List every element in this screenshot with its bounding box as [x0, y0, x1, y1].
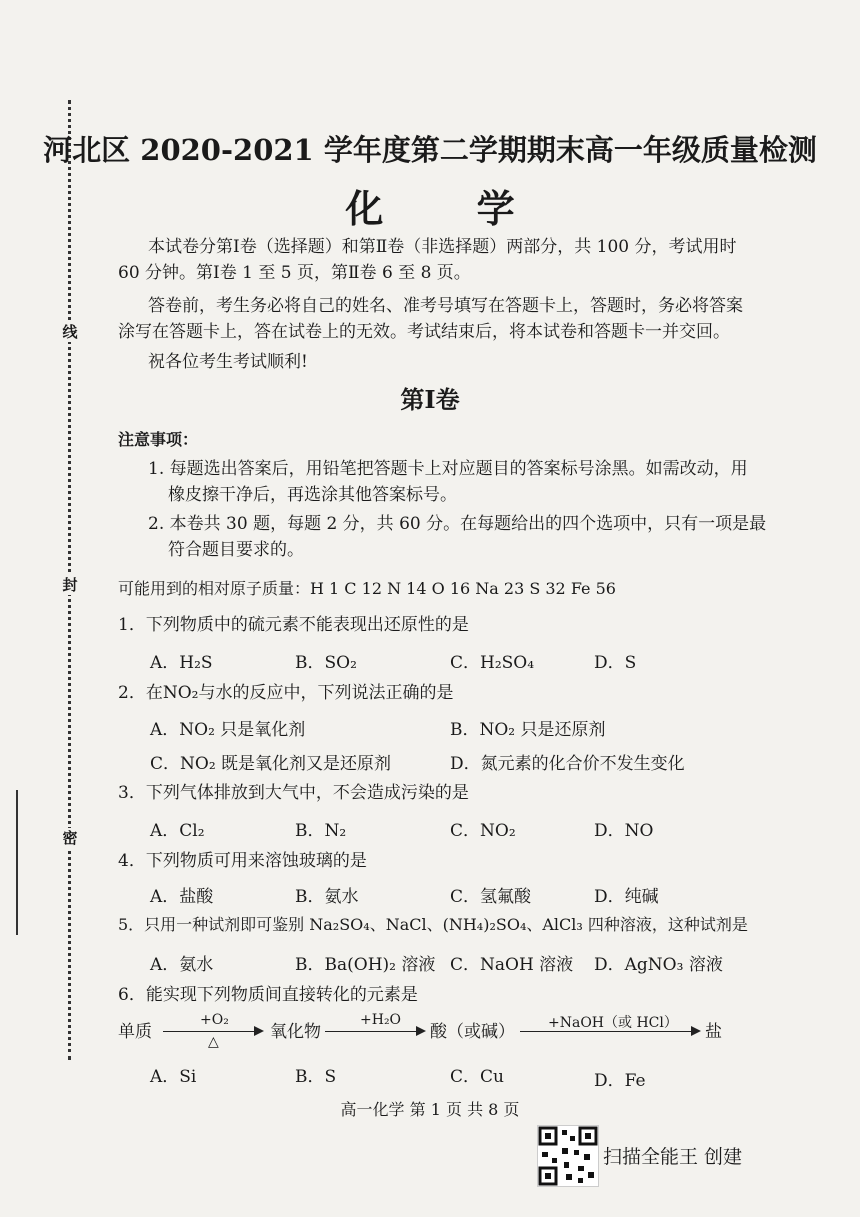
question-1-stem: 1．下列物质中的硫元素不能表现出还原性的是 — [118, 615, 469, 635]
intro-p1-line2: 60 分钟。第Ⅰ卷 1 至 5 页，第Ⅱ卷 6 至 8 页。 — [118, 263, 471, 283]
question-5-option-c: C．NaOH 溶液 — [450, 955, 574, 975]
question-4-option-c: C．氢氟酸 — [450, 887, 532, 907]
question-6-option-c: C．Cu — [450, 1067, 504, 1087]
question-6-option-b: B．S — [295, 1067, 337, 1087]
intro-p2-line1: 答卷前，考生务必将自己的姓名、准考号填写在答题卡上，答题时，务必将答案 — [148, 296, 743, 316]
chain-arrow3-line — [520, 1031, 692, 1032]
question-4-option-a: A．盐酸 — [150, 887, 214, 907]
question-3-option-a: A．Cl₂ — [150, 821, 205, 841]
question-4-option-b: B．氨水 — [295, 887, 359, 907]
chain-arrow1-line — [163, 1031, 255, 1032]
notice-heading: 注意事项： — [118, 430, 199, 449]
question-1-option-b: B．SO₂ — [295, 653, 357, 673]
chain-arrow1-head — [254, 1026, 264, 1036]
binding-char-line: 线 — [60, 322, 80, 342]
question-2-option-b: B．NO₂ 只是还原剂 — [450, 720, 606, 740]
binding-char-secret: 密 — [60, 828, 80, 848]
question-5-option-a: A．氨水 — [150, 955, 214, 975]
intro-p2-line2: 涂写在答题卡上，答在试卷上的无效。考试结束后，将本试卷和答题卡一并交回。 — [118, 322, 730, 342]
qr-code-icon — [537, 1125, 599, 1187]
chain-arrow1-top: +O₂ — [200, 1012, 229, 1028]
notice-item2-line2: 符合题目要求的。 — [168, 540, 304, 560]
chain-element: 单质 — [118, 1022, 152, 1042]
exam-title: 河北区 2020-2021 学年度第二学期期末高一年级质量检测 — [43, 133, 817, 167]
chain-arrow2-line — [325, 1031, 417, 1032]
question-5-option-d: D．AgNO₃ 溶液 — [594, 955, 723, 975]
notice-item1-line2: 橡皮擦干净后，再选涂其他答案标号。 — [168, 485, 457, 505]
binding-char-seal: 封 — [60, 575, 80, 595]
chain-arrow2-head — [416, 1026, 426, 1036]
question-2-option-a: A．NO₂ 只是氧化剂 — [150, 720, 306, 740]
question-4-stem: 4．下列物质可用来溶蚀玻璃的是 — [118, 851, 367, 871]
chain-arrow3-top: +NaOH（或 HCl） — [548, 1015, 678, 1031]
chain-arrow3-head — [691, 1026, 701, 1036]
question-6-option-d: D．Fe — [594, 1071, 646, 1091]
intro-p1-line1: 本试卷分第Ⅰ卷（选择题）和第Ⅱ卷（非选择题）两部分，共 100 分，考试用时 — [148, 237, 737, 257]
question-1-option-d: D．S — [594, 653, 637, 673]
intro-p3: 祝各位考生考试顺利! — [148, 352, 308, 372]
question-1-option-a: A．H₂S — [150, 653, 213, 673]
section-title: 第Ⅰ卷 — [400, 385, 460, 414]
question-5-stem: 5．只用一种试剂即可鉴别 Na₂SO₄、NaCl、(NH₄)₂SO₄、AlCl₃ 四种溶液，这种试剂是 — [118, 915, 748, 934]
chain-oxide: 氧化物 — [270, 1022, 321, 1042]
question-5-option-b: B．Ba(OH)₂ 溶液 — [295, 955, 436, 975]
question-6-option-a: A．Si — [150, 1067, 197, 1087]
question-3-option-b: B．N₂ — [295, 821, 347, 841]
chain-salt: 盐 — [705, 1022, 722, 1042]
question-4-option-d: D．纯碱 — [594, 887, 659, 907]
binding-solid-line — [16, 790, 18, 935]
question-3-option-c: C．NO₂ — [450, 821, 516, 841]
notice-item1-line1: 1. 每题选出答案后，用铅笔把答题卡上对应题目的答案标号涂黑。如需改动，用 — [148, 459, 748, 479]
chain-acid-base: 酸（或碱） — [430, 1022, 515, 1042]
question-3-option-d: D．NO — [594, 821, 654, 841]
chain-arrow1-bottom: △ — [208, 1034, 219, 1050]
scanner-label: 扫描全能王 创建 — [603, 1146, 743, 1168]
question-2-stem: 2．在NO₂与水的反应中，下列说法正确的是 — [118, 683, 454, 703]
question-3-stem: 3．下列气体排放到大气中，不会造成污染的是 — [118, 783, 469, 803]
page-footer: 高一化学 第 1 页 共 8 页 — [340, 1100, 520, 1119]
atomic-masses: 可能用到的相对原子质量：H 1 C 12 N 14 O 16 Na 23 S 32 Fe 56 — [118, 579, 616, 598]
subject-title: 化 学 — [345, 186, 555, 231]
question-6-stem: 6．能实现下列物质间直接转化的元素是 — [118, 985, 418, 1005]
chain-arrow2-top: +H₂O — [360, 1012, 402, 1028]
notice-item2-line1: 2. 本卷共 30 题，每题 2 分，共 60 分。在每题给出的四个选项中，只有一项是最 — [148, 514, 767, 534]
question-2-option-d: D．氮元素的化合价不发生变化 — [450, 754, 685, 774]
question-1-option-c: C．H₂SO₄ — [450, 653, 535, 673]
question-2-option-c: C．NO₂ 既是氧化剂又是还原剂 — [150, 754, 392, 774]
